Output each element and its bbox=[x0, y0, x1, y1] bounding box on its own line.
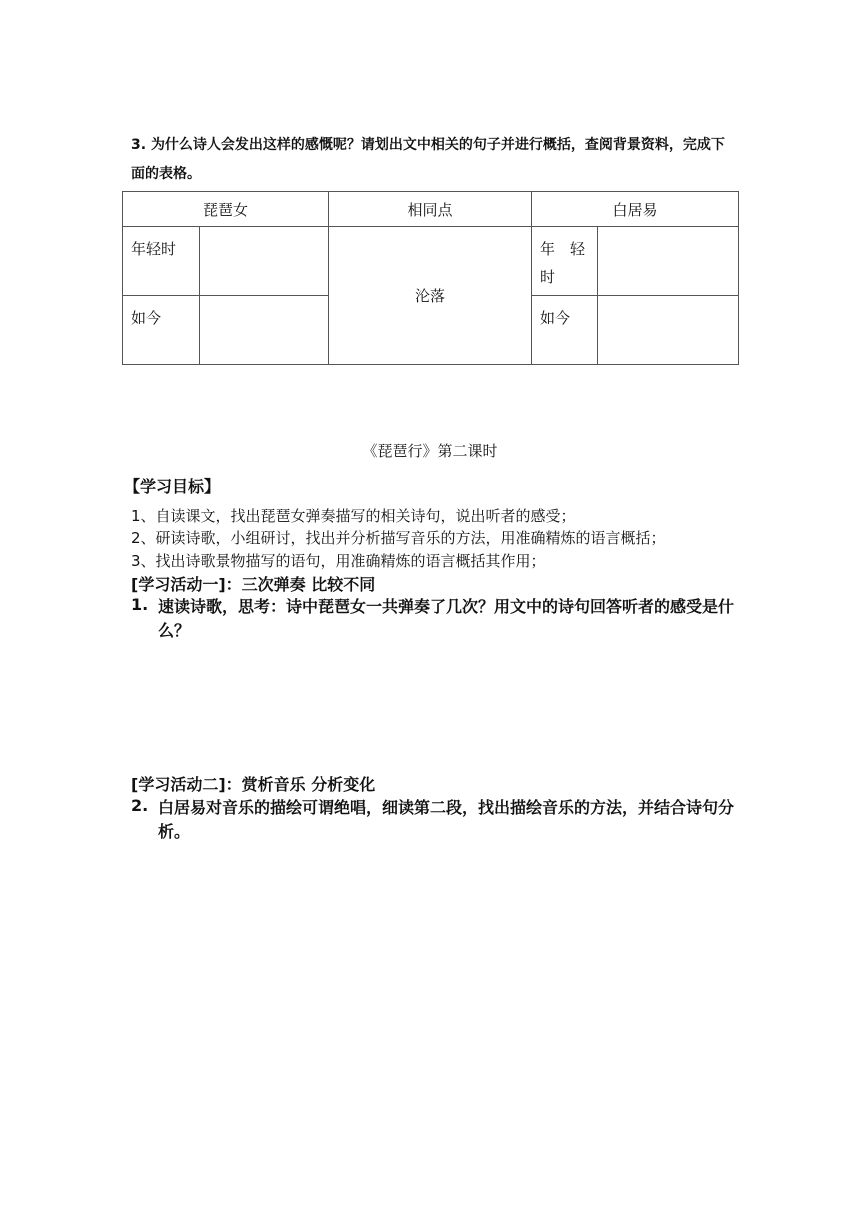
activity-2-heading: [学习活动二]：赏析音乐 分析变化 bbox=[131, 775, 376, 794]
label-now-right: 如今 bbox=[532, 296, 598, 365]
cell-common-point: 沦落 bbox=[329, 227, 532, 365]
activity-2-question-number: 2. bbox=[131, 796, 149, 815]
goal-item: 3、找出诗歌景物描写的语句，用准确精炼的语言概括其作用； bbox=[131, 552, 546, 570]
question-3-text: 为什么诗人会发出这样的感慨呢？请划出文中相关的句子并进行概括，查阅背景资料，完成下面的表格。 bbox=[131, 137, 725, 182]
cell-now-left bbox=[200, 296, 329, 365]
activity-2-question-text: 白居易对音乐的描绘可谓绝唱，细读第二段，找出描绘音乐的方法，并结合诗句分析。 bbox=[158, 798, 735, 841]
label-young-right: 年 轻时 bbox=[532, 227, 598, 296]
activity-1-question-number: 1. bbox=[131, 595, 149, 614]
header-bai-juyi: 白居易 bbox=[532, 192, 739, 227]
cell-now-right bbox=[598, 296, 739, 365]
header-common-point: 相同点 bbox=[329, 192, 532, 227]
question-3 bbox=[131, 131, 731, 189]
header-pipa-girl: 琵琶女 bbox=[123, 192, 329, 227]
activity-1-heading: [学习活动一]：三次弹奏 比较不同 bbox=[131, 575, 376, 594]
goals-heading: 【学习目标】 bbox=[124, 477, 221, 496]
goal-item: 1、自读课文，找出琵琶女弹奏描写的相关诗句，说出听者的感受； bbox=[131, 507, 576, 525]
cell-young-left bbox=[200, 227, 329, 296]
goal-item: 2、研读诗歌，小组研讨，找出并分析描写音乐的方法，用准确精炼的语言概括； bbox=[131, 529, 666, 547]
label-young-left: 年轻时 bbox=[123, 227, 200, 296]
activity-1-question-text: 速读诗歌，思考：诗中琵琶女一共弹奏了几次？用文中的诗句回答听者的感受是什么？ bbox=[158, 597, 735, 640]
question-3-number: 3. bbox=[131, 137, 147, 153]
cell-young-right bbox=[598, 227, 739, 296]
comparison-table bbox=[122, 191, 739, 365]
lesson-title: 《琵琶行》第二课时 bbox=[362, 442, 498, 460]
label-now-left: 如今 bbox=[123, 296, 200, 365]
